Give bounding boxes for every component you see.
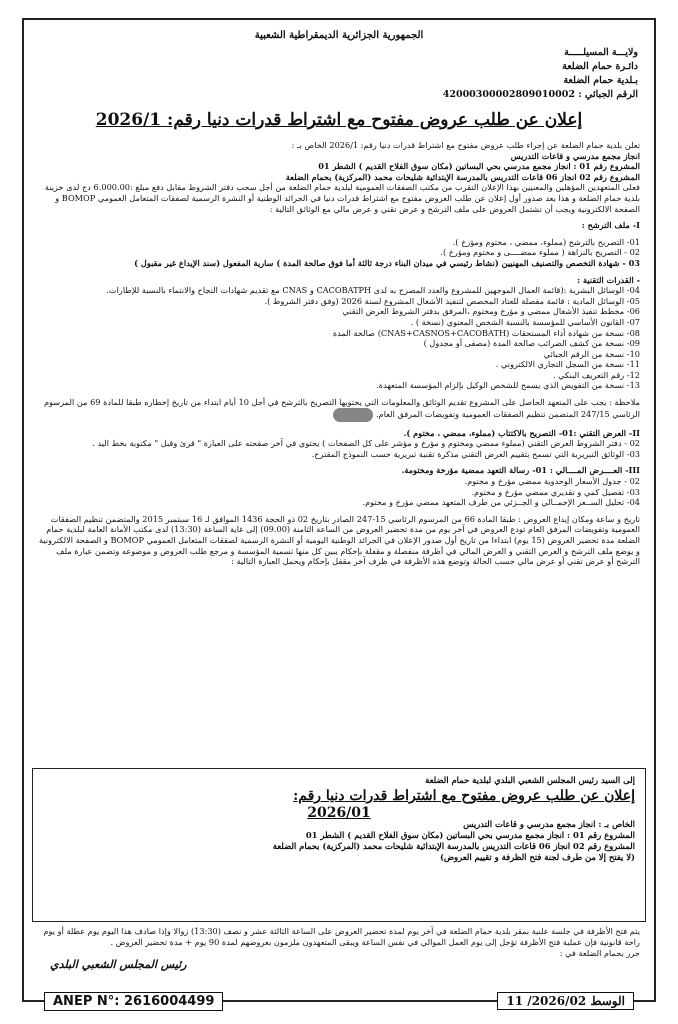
newspaper-name: الوسط (590, 994, 625, 1008)
list-item: 07- القانون الأساسي للمؤسسة بالنسبة الشخص المعنوي (نسخة ) . (410, 316, 640, 327)
section-candidature: I- ملف الترشح : (581, 220, 640, 231)
footer (0, 992, 678, 1014)
envelope-box (32, 768, 646, 922)
list-item: 03 - شهادة التخصص والتصنيف المهنيين (نشاط رئيسي في ميدان البناء درجة ثالثة أما فوق صالحة المدة ) سارية المفعول (سند الإيداع غير مقبول ) (134, 257, 640, 268)
list-item: 03- تفصيل كمي و تقديري ممضي مؤرخ و مختوم. (471, 486, 640, 497)
section-financial: III- العــــرض المــــالي : 01- رسالة التعهد ممضية مؤرخة ومختومة. (401, 465, 640, 476)
list-item: 02 - دفتر الشروط العرض التقني (مملوء ممضي ومختوم و مؤرخ و مؤشر على كل الصفحات ) يحتوي في آخر صفحته على العبارة " قرئ وقبل " مكتوبة بخط اليد . (92, 438, 640, 449)
publication-date: 2026/02/ 11 (506, 994, 587, 1008)
list-item: 13- نسخة من التفويض الذي يسمح للشخص الوكيل بإلزام المؤسسة المتعهدة. (376, 380, 640, 391)
list-item: 02 - جدول الأسعار الوحدوية ممضي مؤرخ و مختوم. (464, 476, 640, 487)
publication-box (497, 992, 634, 1010)
announcement-title: إعلان عن طلب عروض مفتوح مع اشتراط قدرات دنيا رقم: 2026/1 (95, 110, 583, 130)
conditions-paragraph: فعلى المتعهدين المؤهلين والمعنيين بهذا الإعلان التقرب من مكتب الصفقات العمومية لبلدية حمام الضلعة من أجل سحب دفتر الشروط مقابل دفع مبلغ :6.000.00 دج لدى خزينة بلدية حمام الضلعة و هذا بعد صدور أول إعلان عن طلب العروض مفتوح مع اشتراط قدرات دنيا في الجرائد الوطنية أو النشرة الرسمية لصفقات المتعامل العمومي BOMOP و الصفحة الالكترونية ويجب أن تشتمل العروض على ملف الترشح و عرض تقني و عرض مالي مع الوثائق التالية : (44, 182, 640, 214)
opening-paragraph: يتم فتح الأظرفة في جلسة علنية بمقر بلدية حمام الضلعة في آخر يوم لمدة تحضير العروض على الساعة الثالثة عشر و نصف (13:30) زوالا وإذا صادف هذا اليوم يوم عطلة أو يوم راحة قانونية فإن عملية فتح الأظرفة تؤجل إلى يوم العمل الموالي في نفس الساعة ويبقى المتعهدون ملزمون بعروضهم لمدة 90 يوم + مدة تحضير العروض . (43, 926, 640, 947)
note-text: ملاحظة : يجب على المتعهد الحاصل على المشروع تقديم الوثائق والمعلومات التي يحتويها التصريح بالترشح في أجل 10 أيام ابتداء من تاريخ إخطاره طبقا للمادة 69 من المرسوم الرئاسي 247/15 المتضمن تنظيم الصفقات العمومية وتفويضات المرفق العام. (44, 397, 640, 419)
list-item: 02 - التصريح بالنزاهة ( مملوء ممضــــى و مختوم ومؤرخ ). (440, 247, 640, 258)
signature: رئيس المجلس الشعبي البلدي (50, 958, 187, 971)
list-item: 09- نسخة من كشف الضرائب صالحة المدة (مصفى أو مجدول ) (423, 338, 640, 349)
tax-id-line: الرقم الجبائي : 42000300002809010002 (442, 89, 638, 100)
closing-block (38, 926, 640, 958)
note-paragraph (38, 397, 640, 422)
announcement-body (38, 140, 640, 567)
list-item: 08- نسخة من شهادة أداء المستحقات (CNAS+CASNOS+CACOBATH) صالحة المدة (332, 327, 640, 338)
envelope-box-content (43, 775, 635, 863)
list-item: 12- رقم التعريف البنكي . (552, 369, 640, 380)
done-at: حرر بحمام الضلعة في : (559, 947, 640, 958)
list-item: 04- تحليل الســعر الإجمــالي و الجــزئي من طرف المتعهد ممضي مؤرخ و مختوم. (362, 497, 640, 508)
baladiya-line: بـلدية حمام الضلعة (563, 75, 638, 86)
technical-list (38, 438, 640, 459)
capacity-list (38, 285, 640, 391)
envelope-lot-2: المشروع رقم 02 انجاز 06 قاعات التدريس بالمدرسة الإبتدائية شليحات محمد (المركزية) بحمام الضلعة (272, 841, 635, 851)
candidature-list (38, 237, 640, 269)
list-item: 01- التصريح بالترشح (مملوء، ممضي ، مختوم ومؤرخ ). (452, 236, 640, 247)
envelope-subject: الخاص بـ : انجاز مجمع مدرسي و قاعات التدريس (463, 819, 635, 829)
project-lot-2: المشروع رقم 02 انجاز 06 قاعات التدريس بالمدرسة الإبتدائية شليحات محمد (المركزية) بحمام الضلعة (285, 171, 640, 182)
envelope-title: إعلان عن طلب عروض مفتوح مع اشتراط قدرات دنيا رقم: (293, 788, 635, 804)
project-title: انجاز مجمع مدرسي و قاعات التدريس (510, 150, 640, 161)
issuer-block (438, 46, 638, 102)
anep-number: ANEP N°: 2616004499 (44, 992, 223, 1011)
deposit-paragraph: تاريخ و ساعة ومكان إيداع العروض : طبقا المادة 66 من المرسوم الرئاسي 15-247 الصادر بتاريخ 02 ذو الحجة 1436 الموافق لـ 16 سبتمبر 2015 والمتضمن تنظيم الصفقات العمومية وتفويضات المرفق العام تودع العروض في آخر يوم من مدة تحضير العروض من الساعة الثامنة (09.00) إلى غاية الساعة (13:30) لدى مكتب الأمانة العامة لبلدية حمام الضلعة مدة تحضير العروض (15 يوم) ابتداءا من تاريخ أول صدور الإعلان في الجرائد الوطنية اليومية أو النشرة الرسمية لصفقات المتعامل العمومي BOMOP و الصفحة الالكترونية و يوضع ملف الترشح و العرض التقني و العرض المالي في أظرفة منفصلة و مقفلة بإحكام يبين كل منها تسمية المؤسسة و مرجع طلب العروض و موضوعه وتضمن عبارة ملف الترشح أو عرض تقني أو عرض مالي حسب الحالة وتوضع هذه الأظرفة في ظرف آخر مقفل بإحكام ويحمل العبارة التالية : (38, 513, 640, 567)
list-item: 05- الوسائل المادية : قائمة مفصلة للعتاد المخصص لتنفيذ الأشغال المشروع لسنة 2026 (وفق دفتر الشروط ). (264, 295, 640, 306)
envelope-addressee: إلى السيد رئيس المجلس الشعبي البلدي لبلدية حمام الضلعة (425, 775, 635, 785)
project-lot-1: المشروع رقم 01 : انجاز مجمع مدرسي بحي البساتين (مكان سوق الفلاح القديم ) الشطر 01 (318, 161, 640, 172)
section-technical: II- العرض التقني :01- التصريح بالاكتتاب (مملوء، ممضي ، مختوم ). (403, 427, 640, 438)
envelope-number: 2026/01 (307, 805, 371, 821)
envelope-notice: (لا يفتح إلا من طرف لجنة فتح الظرفة و تقييم العروض) (439, 852, 635, 862)
republic-header: الجمهورية الجزائرية الديمقراطية الشعبية (254, 30, 424, 41)
ink-stamp-icon (333, 408, 373, 422)
daira-line: دائـرة حمام الضلعة (562, 61, 638, 72)
list-item: 11- نسخة من السجل التجاري الالكتروني . (495, 359, 640, 370)
list-item: 04- الوسائل البشرية :(قائمة العمال الموجهين للمشروع والعدد المصرح به لدى CACOBATPH و CNAS مع تقديم شهادات النجاح والانتماء بالنسبة للإطارات. (106, 285, 640, 296)
section-capacities: - القدرات التقنية : (577, 274, 640, 285)
intro-text: تعلن بلدية حمام الضلعة عن إجراء طلب عروض مفتوح مع اشتراط قدرات دنيا رقم: 2026/1 الخاص بـ : (291, 140, 640, 150)
list-item: 03- الوثائق التبريرية التي تسمح بتقييم العرض التقني مذكرة تقنية تبريرية حسب النموذج المقترح. (311, 448, 640, 459)
envelope-lot-1: المشروع رقم 01 : انجاز مجمع مدرسي بحي البساتين (مكان سوق الفلاح القديم ) الشطر 01 (305, 830, 635, 840)
list-item: 06- مخطط تنفيذ الأشغال ممضي و مؤرخ ومختوم ،المرفق بدفتر الشروط العرض التقني (342, 306, 640, 317)
financial-list (38, 476, 640, 508)
wilaya-line: ولايـــة المسيلـــــة (564, 47, 638, 58)
list-item: 10- نسخة من الرقم الجبائي (543, 348, 640, 359)
